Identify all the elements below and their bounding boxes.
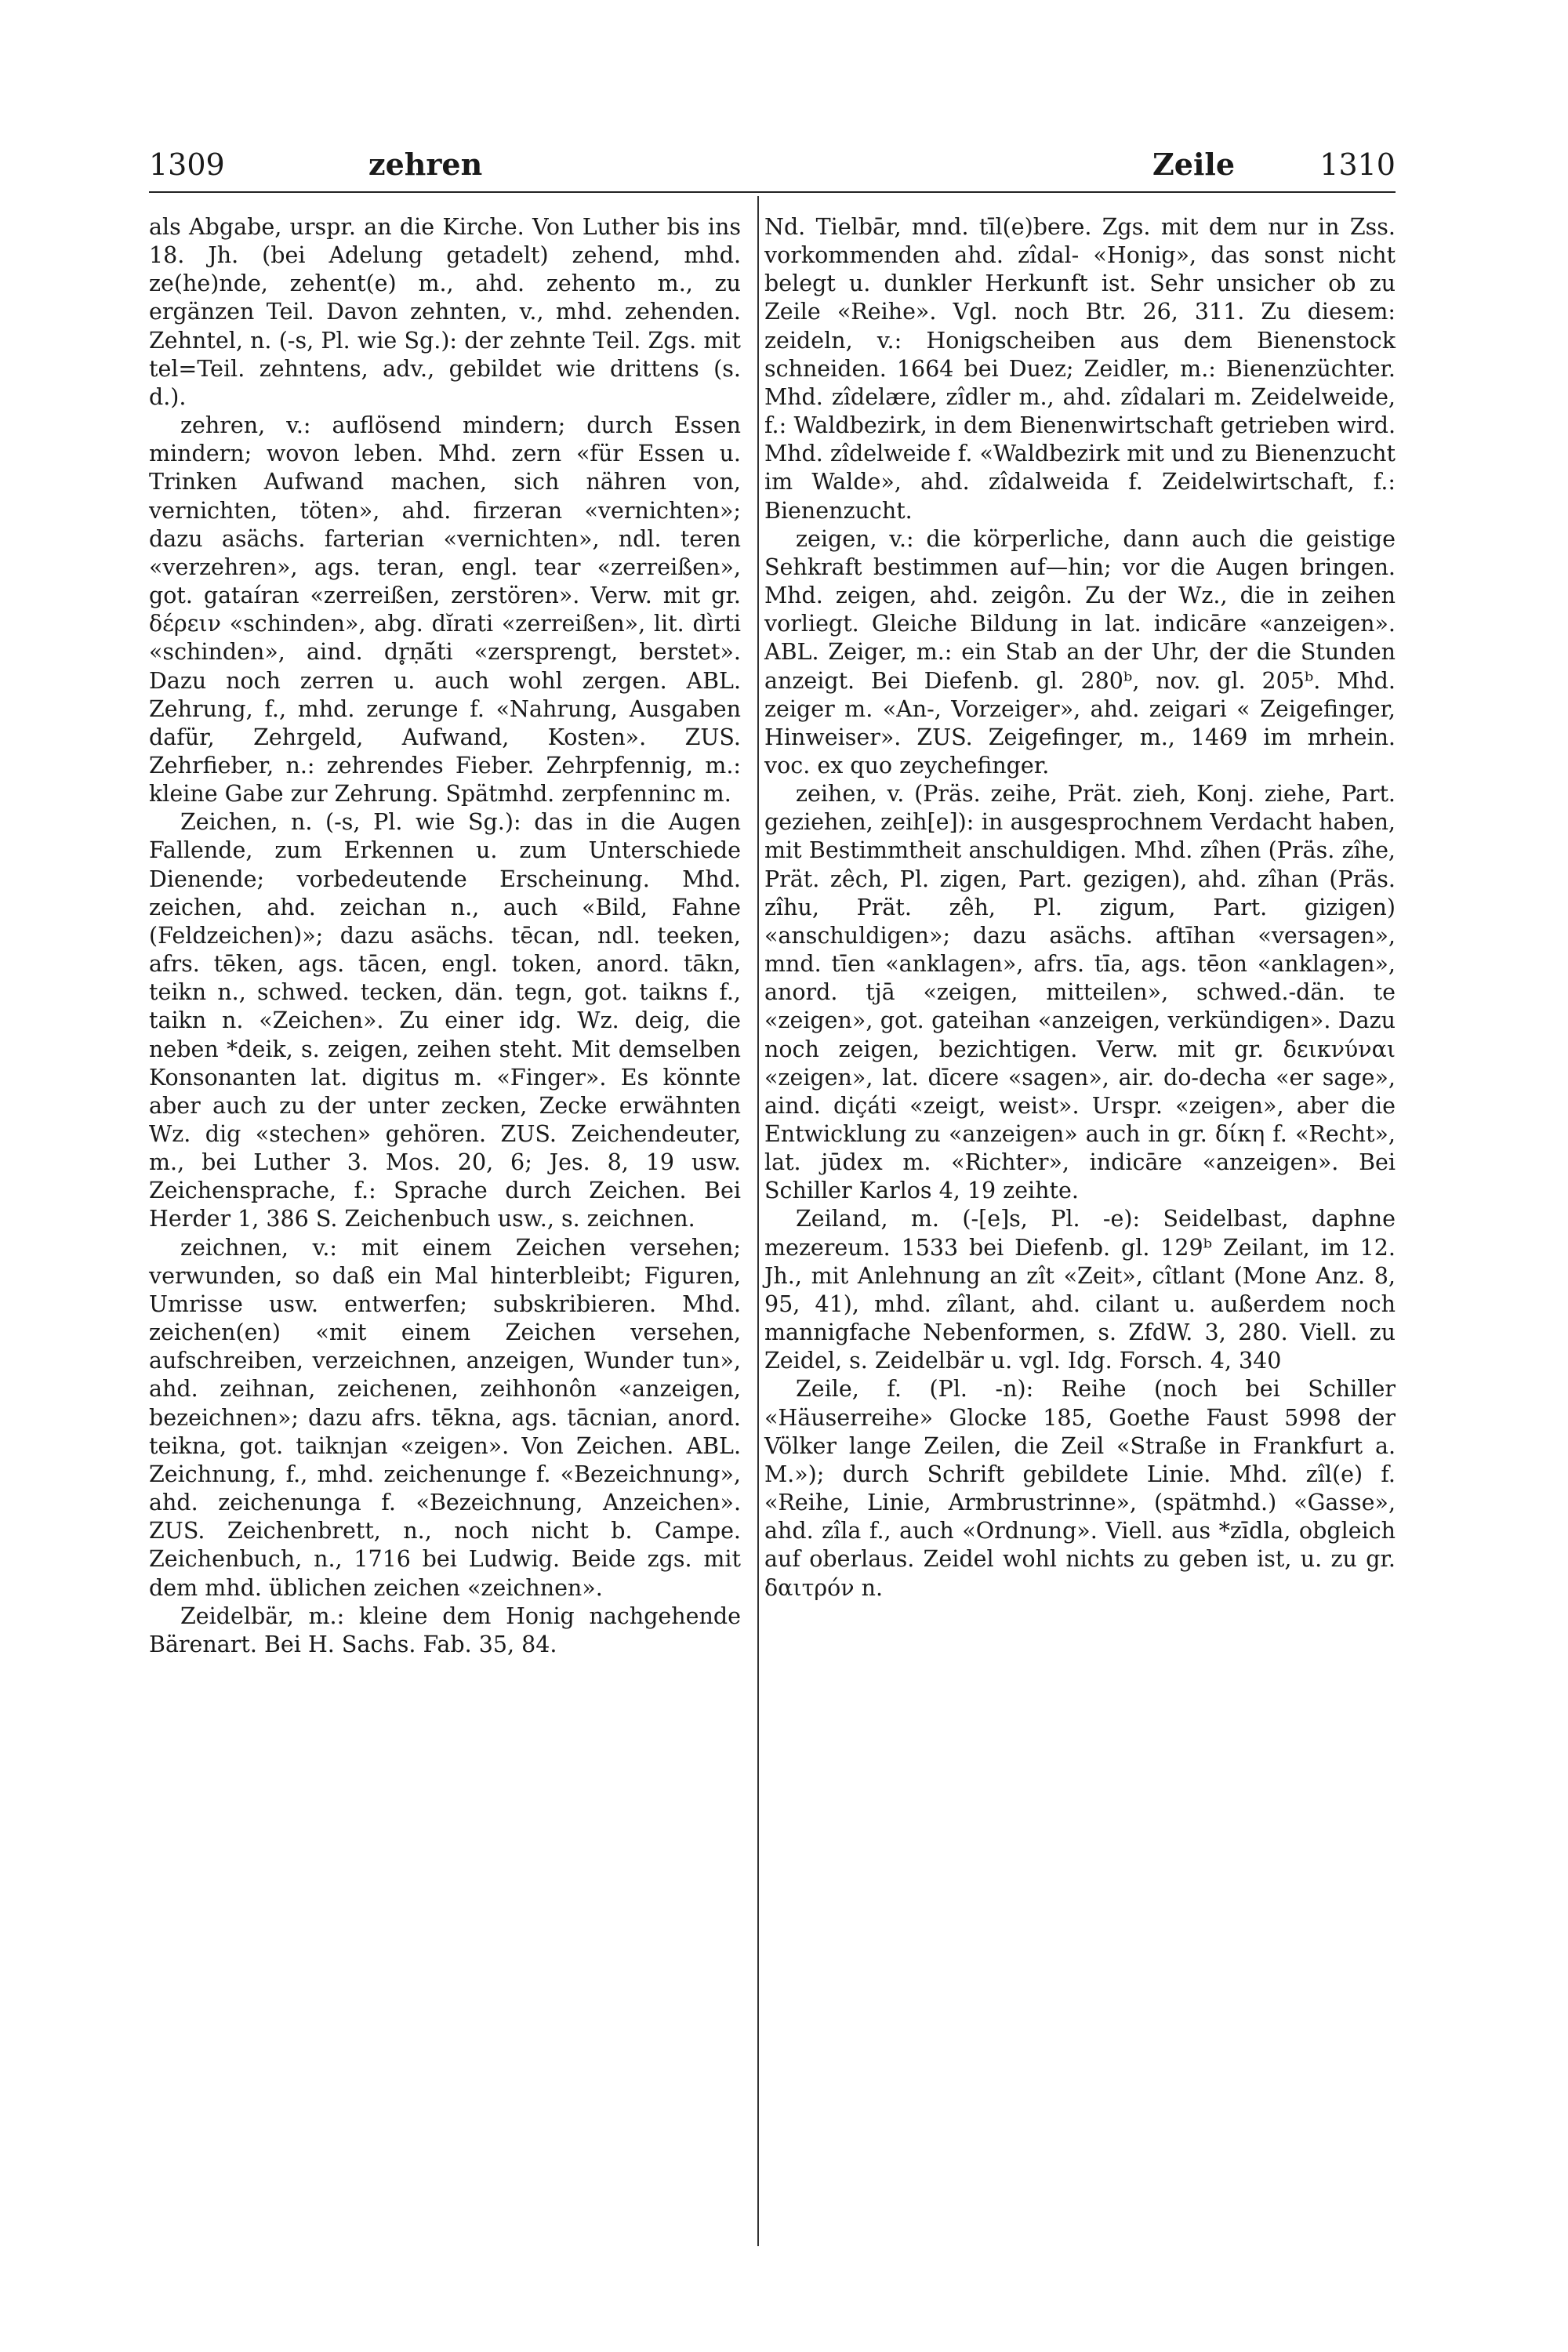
column-divider [757,196,759,2246]
entry-zehnt-continued: als Abgabe, urspr. an die Kirche. Von Luther bis ins 18. Jh. (bei Adelung getadelt) zehend, mhd. ze(he)nde, zehent(e) m., ahd. zehento m., zu ergänzen Teil. Davon zehnten, v., mhd. zehenden. Zehntel, n. (-s, Pl. wie Sg.): der zehnte Teil. Zgs. mit tel=Teil. zehntens, adv., gebildet wie drittens (s. d.). [149,214,741,410]
entry-zeichen: Zeichen, n. (-s, Pl. wie Sg.): das in die Augen Fallende, zum Erkennen u. zum Unterschiede Dienende; vorbedeutende Erscheinung. Mhd. zeichen, ahd. zeichan n., auch «Bild, Fahne (Feldzeichen)»; dazu asächs. tēcan, ndl. teeken, afrs. tēken, ags. tācen, engl. token, anord. tākn, teikn n., schwed. tecken, dän. tegn, got. taikns f., taikn n. «Zeichen». Zu einer idg. Wz. deig, die neben *deik, s. zeigen, zeihen steht. Mit demselben Konsonanten lat. digitus m. «Finger». Es könnte aber auch zu der unter zecken, Zecke erwähnten Wz. dig «stechen» gehören. ZUS. Zeichendeuter, m., bei Luther 3. Mos. 20, 6; Jes. 8, 19 usw. Zeichensprache, f.: Sprache durch Zeichen. Bei Herder 1, 386 S. Zeichenbuch usw., s. zeichnen. [149,809,741,1232]
running-header [149,141,1396,188]
entry-zehren: zehren, v.: auflösend mindern; durch Essen mindern; wovon leben. Mhd. zern «für Essen u. Trinken Aufwand machen, sich nähren von, vernichten, töten», ahd. firzeran «vernichten»; dazu asächs. farterian «vernichten», ndl. teren «verzehren», ags. teran, engl. tear «zerreißen», got. gataíran «zerreißen, zerstören». Verw. mit gr. δέρειν «schinden», abg. dĭrati «zerreißen», lit. dìrti «schinden», aind. dr̥ṇā́ti «zersprengt, berstet». Dazu noch zerren u. auch wohl zergen. ABL. Zehrung, f., mhd. zerunge f. «Nahrung, Ausgaben dafür, Zehrgeld, Aufwand, Kosten». ZUS. Zehrfieber, n.: zehrendes Fieber. Zehrpfennig, m.: kleine Gabe zur Zehrung. Spätmhd. zerpfenninc m. [149,412,741,808]
entry-zeichnen: zeichnen, v.: mit einem Zeichen versehen; verwunden, so daß ein Mal hinterbleibt; Figuren, Umrisse usw. entwerfen; subskribieren. Mhd. zeichen(en) «mit einem Zeichen versehen, aufschreiben, verzeichnen, anzeigen, Wunder tun», ahd. zeihnan, zeichenen, zeihhonôn «anzeigen, bezeichnen»; dazu afrs. tēkna, ags. tācnian, anord. teikna, got. taiknjan «zeigen». Von Zeichen. ABL. Zeichnung, f., mhd. zeichenunge f. «Bezeichnung», ahd. zeichenunga f. «Bezeichnung, Anzeichen». ZUS. Zeichenbrett, n., noch nicht b. Campe. Zeichenbuch, n., 1716 bei Ludwig. Beide zgs. mit dem mhd. üblichen zeichen «zeichnen». [149,1234,741,1601]
page-number-left: 1309 [149,147,225,182]
entry-zeidelbaer: Zeidelbär, m.: kleine dem Honig nachgehende Bärenart. Bei H. Sachs. Fab. 35, 84. [149,1602,741,1657]
entry-zeiland: Zeiland, m. (-[e]s, Pl. -e): Seidelbast, daphne mezereum. 1533 bei Diefenb. gl. 129ᵇ Zeilant, im 12. Jh., mit Anlehnung an zît «Zeit», cîtlant (Mone Anz. 8, 95, 41), mhd. zîlant, ahd. cilant u. außerdem noch mannigfache Nebenformen, s. ZfdW. 3, 280. Viell. zu Zeidel, s. Zeidelbär u. vgl. Idg. Forsch. 4, 340 [764,1206,1396,1374]
header-rule [149,191,1396,193]
left-column [149,213,741,1659]
entry-zeile: Zeile, f. (Pl. -n): Reihe (noch bei Schiller «Häuserreihe» Glocke 185, Goethe Faust 5998 der Völker lange Zeilen, die Zeil «Straße in Frankfurt a. M.»); durch Schrift gebildete Linie. Mhd. zîl(e) f. «Reihe, Linie, Armbrustrinne», (spätmhd.) «Gasse», ahd. zîla f., auch «Ordnung». Viell. aus *zīdla, obgleich auf oberlaus. Zeidel wohl nichts zu geben ist, u. zu gr. δαιτρόν n. [764,1376,1396,1601]
entry-zeihen: zeihen, v. (Präs. zeihe, Prät. zieh, Konj. ziehe, Part. geziehen, zeih[e]): in ausgesprochnem Verdacht haben, mit Bestimmtheit anschuldigen. Mhd. zîhen (Präs. zîhe, Prät. zêch, Pl. zigen, Part. gezigen), ahd. zîhan (Präs. zîhu, Prät. zêh, Pl. zigum, Part. gizigen) «anschuldigen»; dazu asächs. aftīhan «versagen», mnd. tīen «anklagen», afrs. tīa, ags. tēon «anklagen», anord. tjā «zeigen, mitteilen», schwed.-dän. te «zeigen», got. gateihan «anzeigen, verkündigen». Dazu noch zeigen, bezichtigen. Verw. mit gr. δεικνύναι «zeigen», lat. dīcere «sagen», air. do-decha «er sage», aind. diçáti «zeigt, weist». Urspr. «zeigen», aber die Entwicklung zu «anzeigen» auch in gr. δίκη f. «Recht», lat. jūdex m. «Richter», indicāre «anzeigen». Bei Schiller Karlos 4, 19 zeihte. [764,781,1396,1204]
entry-zeigen: zeigen, v.: die körperliche, dann auch die geistige Sehkraft bestimmen auf—hin; vor die Augen bringen. Mhd. zeigen, ahd. zeigôn. Zu der Wz., die in zeihen vorliegt. Gleiche Bildung in lat. indicāre «anzeigen». ABL. Zeiger, m.: ein Stab an der Uhr, der die Stunden anzeigt. Bei Diefenb. gl. 280ᵇ, nov. gl. 205ᵇ. Mhd. zeiger m. «An-, Vorzeiger», ahd. zeigari « Zeigefinger, Hinweiser». ZUS. Zeigefinger, m., 1469 im mrhein. voc. ex quo zeychefinger. [764,525,1396,779]
entry-zeidelbaer-continued: Nd. Tielbār, mnd. tīl(e)bere. Zgs. mit dem nur in Zss. vorkommenden ahd. zîdal- «Honig», das sonst nicht belegt u. dunkler Herkunft ist. Sehr unsicher ob zu Zeile «Reihe». Vgl. noch Btr. 26, 311. Zu diesem: zeideln, v.: Honigscheiben aus dem Bienenstock schneiden. 1664 bei Duez; Zeidler, m.: Bienenzüchter. Mhd. zîdelære, zîdler m., ahd. zîdalari m. Zeidelweide, f.: Waldbezirk, in dem Bienenwirtschaft getrieben wird. Mhd. zîdelweide f. «Waldbezirk mit und zu Bienenzucht im Walde», ahd. zîdalweida f. Zeidelwirtschaft, f.: Bienenzucht. [764,214,1396,524]
page-number-right: 1310 [1319,147,1396,182]
running-headword-left: zehren [368,147,483,182]
right-column [764,213,1396,1602]
running-headword-right: Zeile [1152,147,1235,182]
